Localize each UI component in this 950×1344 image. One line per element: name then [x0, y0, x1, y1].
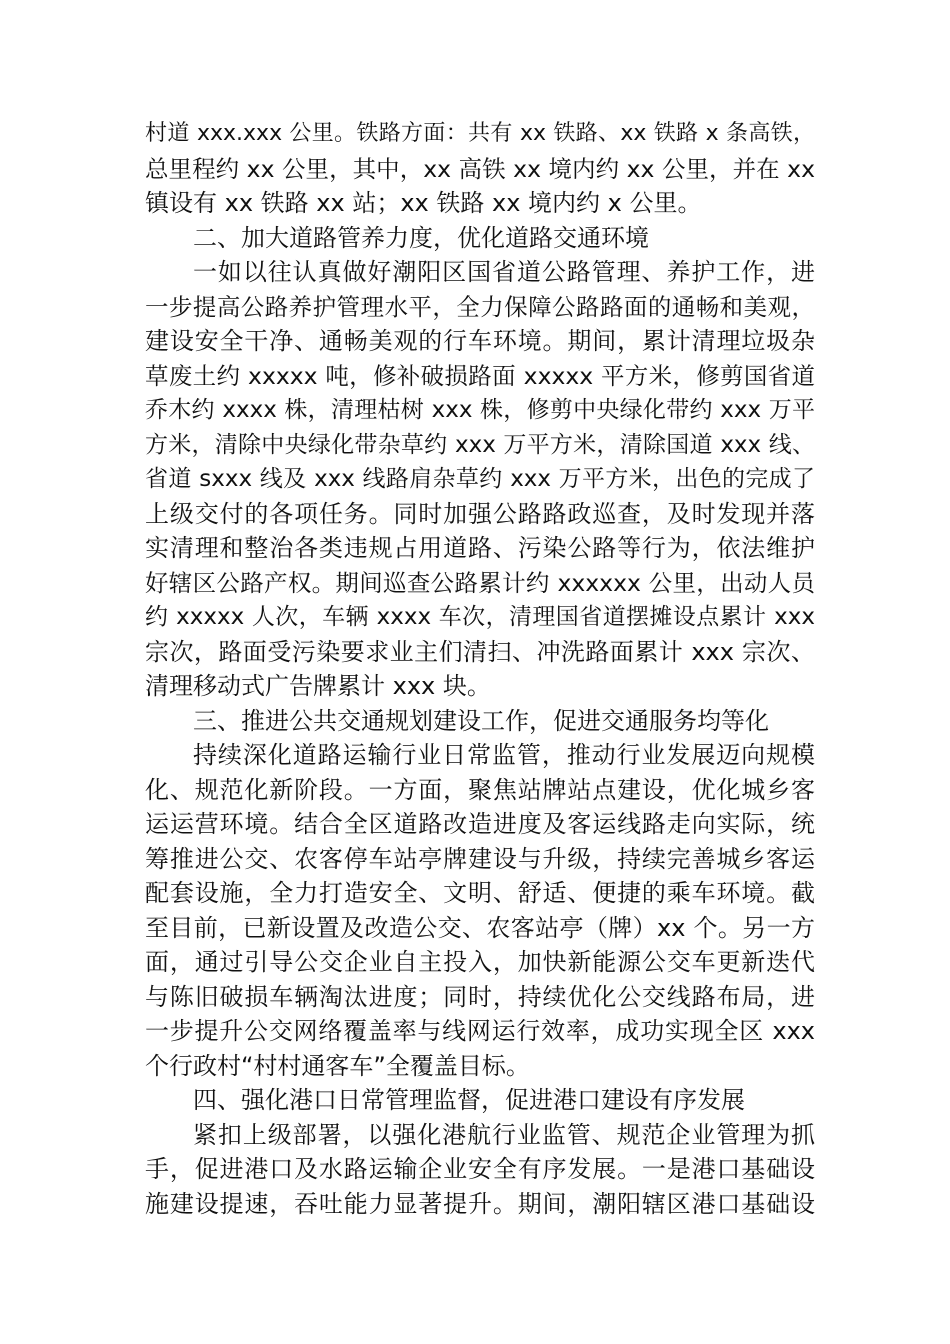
- text-line: 实清理和整治各类违规占用道路、污染公路等行为，依法维护: [145, 534, 815, 562]
- paragraph: [145, 1118, 815, 1222]
- text-line: 约 xxxxx 人次，车辆 xxxx 车次，清理国省道摆摊设点累计 xxx: [145, 604, 815, 630]
- text-line: 化、规范化新阶段。一方面，聚焦站牌站点建设，优化城乡客: [145, 775, 815, 804]
- paragraph: [145, 255, 815, 704]
- text-line: 一步提升公交网络覆盖率与线网运行效率，成功实现全区 xxx: [145, 1017, 815, 1045]
- text-line: 草废土约 xxxxx 吨，修补破损路面 xxxxx 平方米，修剪国省道: [145, 361, 815, 390]
- text-line: 上级交付的各项任务。同时加强公路路政巡查，及时发现并落: [145, 499, 815, 528]
- text-line: 手，促进港口及水路运输企业安全有序发展。一是港口基础设: [145, 1155, 815, 1183]
- text-line: 紧扣上级部署，以强化港航行业监管、规范企业管理为抓: [193, 1120, 815, 1149]
- section-heading: [145, 221, 815, 256]
- text-line: 配套设施，全力打造安全、文明、舒适、便捷的乘车环境。截: [145, 879, 815, 907]
- document-page: [145, 117, 815, 1221]
- text-line: 建设安全干净、通畅美观的行车环境。期间，累计清理垃圾杂: [145, 327, 815, 355]
- text-line: 村道 xxx.xxx 公里。铁路方面：共有 xx 铁路、xx 铁路 x 条高铁，: [145, 121, 815, 146]
- heading-text: 三、推进公共交通规划建设工作，促进交通服务均等化: [193, 706, 769, 735]
- text-line: 面，通过引导公交企业自主投入，加快新能源公交车更新迭代: [145, 948, 815, 976]
- text-line: 方米，清除中央绿化带杂草约 xxx 万平方米，清除国道 xxx 线、: [145, 431, 815, 458]
- text-line: 运运营环境。结合全区道路改造进度及客运线路走向实际，统: [145, 810, 815, 838]
- text-line: 至目前，已新设置及改造公交、农客站亭（牌）xx 个。另一方: [145, 913, 815, 942]
- text-line: 一步提高公路养护管理水平，全力保障公路路面的通畅和美观，: [145, 292, 815, 321]
- text-line: 与陈旧破损车辆淘汰进度；同时，持续优化公交线路布局，进: [145, 982, 815, 1011]
- paragraph: [145, 738, 815, 1083]
- heading-text: 四、强化港口日常管理监督，促进港口建设有序发展: [193, 1086, 745, 1114]
- text-line: 一如以往认真做好潮阳区国省道公路管理、养护工作，进: [193, 258, 815, 286]
- heading-text: 二、加大道路管养力度，优化道路交通环境: [193, 223, 649, 252]
- section-heading: [145, 1083, 815, 1118]
- text-line: 宗次，路面受污染要求业主们清扫、冲洗路面累计 xxx 宗次、: [145, 637, 815, 666]
- text-line: 总里程约 xx 公里，其中，xx 高铁 xx 境内约 xx 公里，并在 xx: [145, 154, 815, 183]
- text-line: 镇设有 xx 铁路 xx 站；xx 铁路 xx 境内约 x 公里。: [145, 189, 702, 217]
- text-line: 施建设提速，吞吐能力显著提升。期间，潮阳辖区港口基础设: [145, 1189, 815, 1218]
- text-line: 清理移动式广告牌累计 xxx 块。: [145, 672, 491, 700]
- text-line: 乔木约 xxxx 株，清理枯树 xxx 株，修剪中央绿化带约 xxx 万平: [145, 397, 815, 423]
- text-line: 持续深化道路运输行业日常监管，推动行业发展迈向规模: [193, 741, 815, 769]
- text-line: 个行政村“村村通客车”全覆盖目标。: [145, 1051, 530, 1080]
- text-line: 好辖区公路产权。期间巡查公路累计约 xxxxxx 公里，出动人员: [145, 568, 815, 597]
- section-heading: [145, 704, 815, 739]
- paragraph: [145, 117, 815, 221]
- text-line: 筹推进公交、农客停车站亭牌建设与升级，持续完善城乡客运: [145, 844, 815, 873]
- text-line: 省道 sxxx 线及 xxx 线路肩杂草约 xxx 万平方米，出色的完成了: [145, 466, 815, 492]
